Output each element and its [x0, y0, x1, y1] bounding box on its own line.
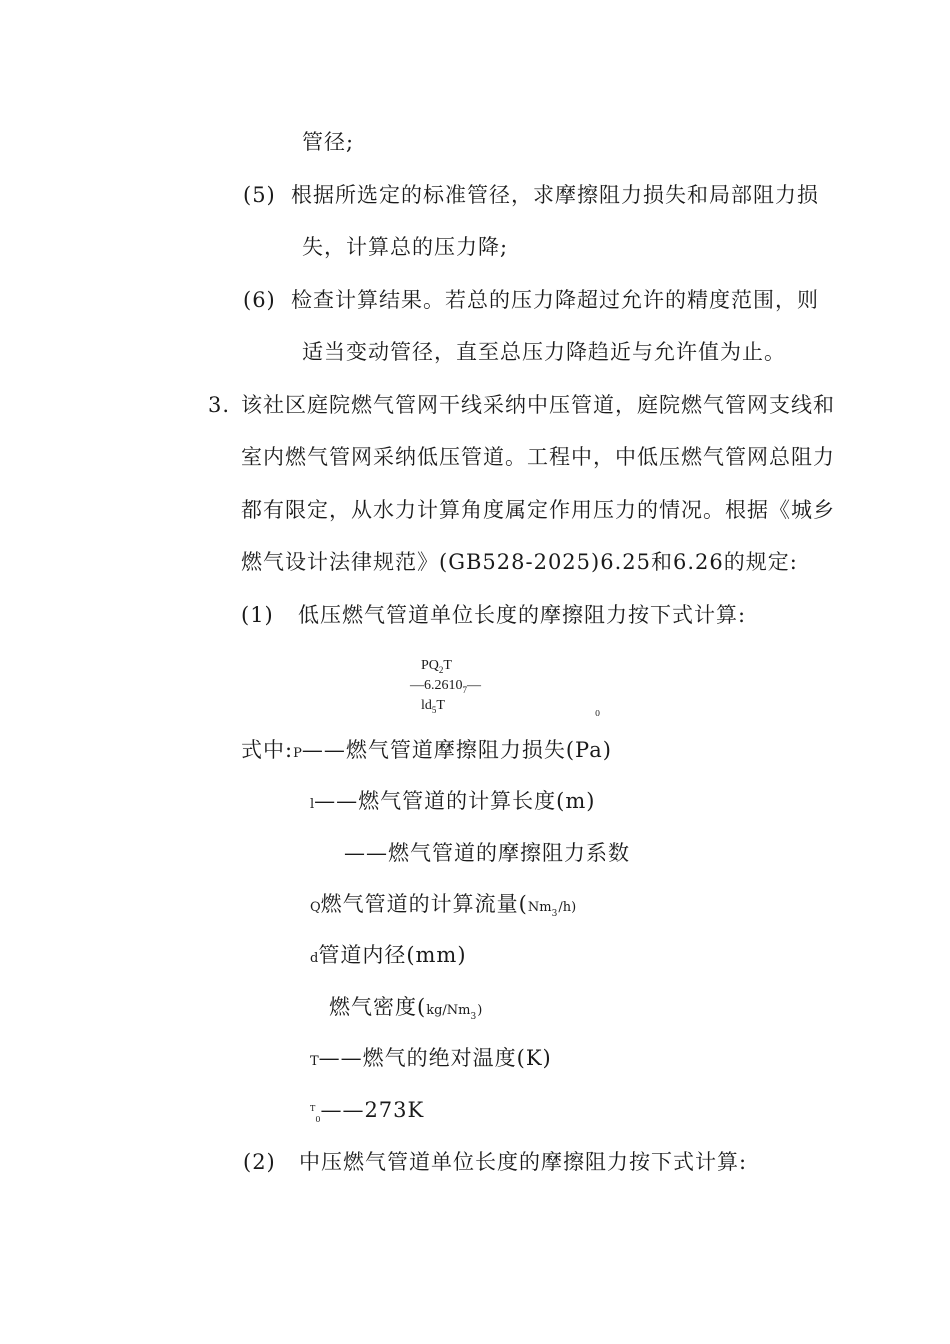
section-number: 3.: [208, 393, 231, 417]
list-continuation: 管径;: [302, 130, 355, 154]
definition-line: [310, 941, 467, 969]
symbol-t0: T: [310, 1104, 316, 1113]
formula-row: $ld_5T$: [421, 697, 445, 715]
definition-line: ——燃气管道的摩擦阻力系数: [344, 841, 630, 865]
list-continuation: 失，计算总的压力降;: [302, 235, 509, 259]
paragraph-line: 室内燃气管网采纳低压管道。工程中，中低压燃气管网总阻力: [241, 445, 835, 469]
symbol-q: Q: [310, 900, 321, 915]
definition-line: [310, 1044, 552, 1072]
definition-line: Q燃气管道的计算流量$(Nm_3/h)$: [310, 892, 577, 920]
list-item-text: 根据所选定的标准管径，求摩擦阻力损失和局部阻力损: [291, 183, 819, 207]
symbol-l: l: [310, 797, 315, 812]
definitions-label: 式中:: [241, 738, 294, 762]
list-number: (5): [243, 183, 276, 207]
symbol-p: P: [293, 746, 302, 761]
definition-q: 燃气管道的计算流量(: [320, 892, 528, 916]
list-continuation: 适当变动管径，直至总压力降趋近与允许值为止。: [302, 340, 786, 364]
symbol-d: d: [310, 951, 319, 966]
definition-line: $^T_0$——273K: [310, 1098, 425, 1125]
list-item-text: 检查计算结果。若总的压力降超过允许的精度范围，则: [291, 288, 819, 312]
definition-rho: 燃气密度(: [329, 995, 427, 1019]
definition-t0: ——273K: [320, 1098, 425, 1122]
paragraph-line: 都有限定，从水力计算角度属定作用压力的情况。根据《城乡: [241, 498, 835, 522]
definition-l: ——燃气管道的计算长度(m): [314, 789, 596, 813]
definitions-intro: [241, 736, 612, 764]
stray-character: 0: [595, 709, 601, 718]
formula-row: $—6.2610_7—$: [410, 677, 481, 695]
list-item-text: 中压燃气管道单位长度的摩擦阻力按下式计算:: [299, 1150, 748, 1174]
definition-t: ——燃气的绝对温度(K): [318, 1046, 552, 1070]
formula-row: $PQ_2T$: [421, 658, 452, 675]
list-number: (1): [241, 603, 274, 627]
friction-formula: [410, 658, 481, 717]
definition-p: ——燃气管道摩擦阻力损失(Pa): [301, 738, 612, 762]
paragraph-line: 该社区庭院燃气管网干线采纳中压管道，庭院燃气管网支线和: [241, 393, 835, 417]
list-item-text: 低压燃气管道单位长度的摩擦阻力按下式计算:: [298, 603, 747, 627]
list-number: (6): [243, 288, 276, 312]
symbol-t: T: [310, 1054, 319, 1069]
paragraph-line: 燃气设计法律规范》(GB528-2025)6.25和6.26的规定:: [241, 550, 798, 574]
definition-d: 管道内径(mm): [318, 943, 467, 967]
definition-line: [310, 787, 595, 815]
definition-line: 燃气密度$(kg/Nm_3)$: [329, 995, 483, 1023]
list-number: (2): [243, 1150, 276, 1174]
